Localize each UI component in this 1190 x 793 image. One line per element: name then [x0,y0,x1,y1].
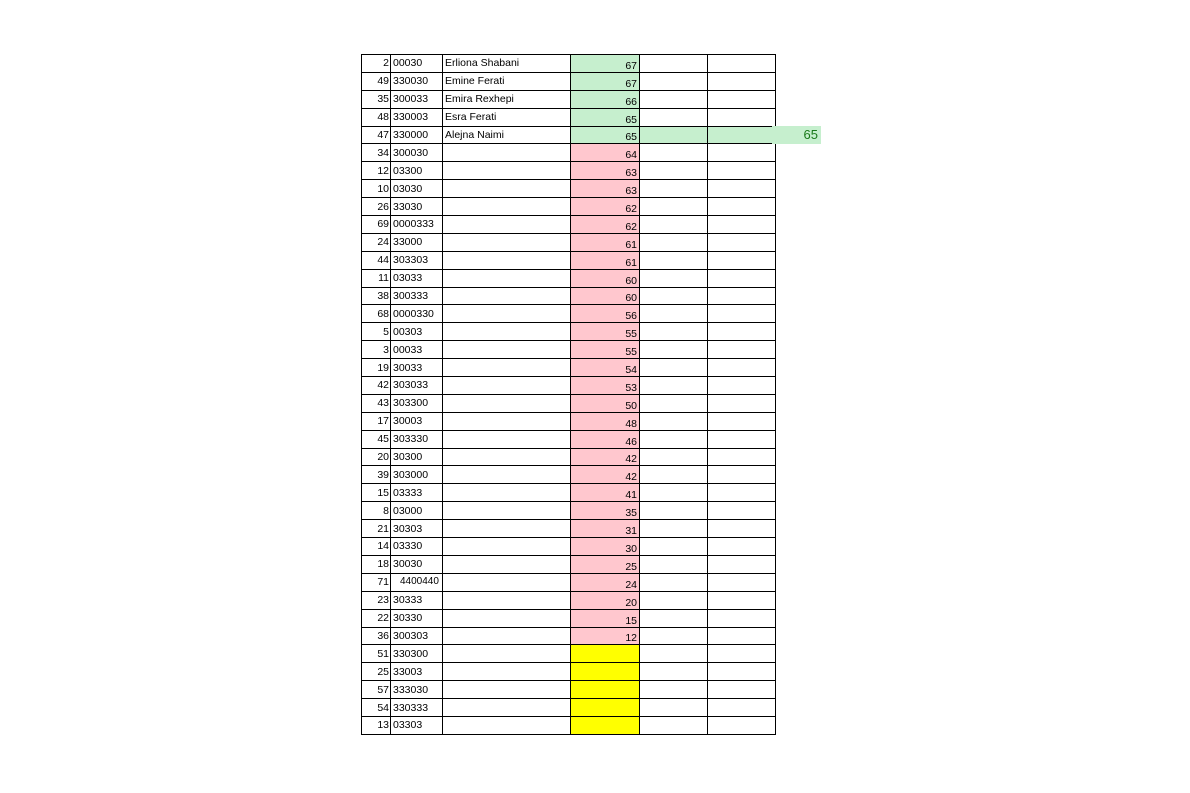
code-cell[interactable]: 300030 [391,144,443,162]
score-cell[interactable]: 62 [571,198,640,216]
code-cell[interactable]: 330000 [391,126,443,144]
code-cell[interactable]: 303033 [391,377,443,395]
row-number-cell[interactable]: 43 [362,394,391,412]
empty-cell[interactable] [640,359,708,377]
code-cell[interactable]: 03303 [391,716,443,734]
empty-cell[interactable] [708,341,776,359]
score-cell[interactable]: 65 [571,126,640,144]
empty-cell[interactable] [640,341,708,359]
empty-cell[interactable] [640,716,708,734]
table-row [362,520,776,538]
name-cell[interactable]: Esra Ferati [443,108,571,126]
empty-cell[interactable] [640,180,708,198]
row-number-cell[interactable]: 45 [362,430,391,448]
code-cell[interactable]: 00033 [391,341,443,359]
score-cell[interactable]: 42 [571,466,640,484]
table-row [362,591,776,609]
score-cell[interactable]: 46 [571,430,640,448]
name-cell[interactable] [443,198,571,216]
score-cell[interactable]: 67 [571,72,640,90]
name-cell[interactable] [443,251,571,269]
code-cell[interactable]: 330030 [391,72,443,90]
empty-cell[interactable] [640,520,708,538]
empty-cell[interactable] [640,645,708,663]
empty-cell[interactable] [708,305,776,323]
code-cell[interactable]: 330333 [391,699,443,717]
empty-cell[interactable] [708,573,776,591]
code-cell[interactable]: 03030 [391,180,443,198]
row-number-cell[interactable]: 51 [362,645,391,663]
score-cell[interactable] [571,716,640,734]
name-cell[interactable] [443,627,571,645]
empty-cell[interactable] [708,412,776,430]
table-row [362,233,776,251]
row-number-cell[interactable]: 36 [362,627,391,645]
code-cell[interactable]: 300033 [391,90,443,108]
score-cell[interactable] [571,699,640,717]
name-cell[interactable] [443,359,571,377]
score-cell[interactable]: 63 [571,180,640,198]
score-cell[interactable]: 24 [571,573,640,591]
empty-cell[interactable] [708,144,776,162]
empty-cell[interactable] [640,305,708,323]
score-cell[interactable]: 60 [571,269,640,287]
name-cell[interactable] [443,502,571,520]
row-number-cell[interactable]: 22 [362,609,391,627]
name-cell[interactable] [443,645,571,663]
empty-cell[interactable] [640,699,708,717]
empty-cell[interactable] [708,466,776,484]
row-number-cell[interactable]: 68 [362,305,391,323]
table-row [362,341,776,359]
empty-cell[interactable] [708,269,776,287]
row-number-cell[interactable]: 34 [362,144,391,162]
empty-cell[interactable] [708,520,776,538]
score-cell[interactable]: 55 [571,323,640,341]
empty-cell[interactable] [640,591,708,609]
empty-cell[interactable] [708,609,776,627]
table-row [362,645,776,663]
code-cell[interactable]: 30300 [391,448,443,466]
table-row [362,108,776,126]
empty-cell[interactable] [708,323,776,341]
score-cell[interactable]: 56 [571,305,640,323]
name-cell[interactable] [443,466,571,484]
name-cell[interactable] [443,144,571,162]
code-cell[interactable]: 4400440 [391,573,443,591]
name-cell[interactable] [443,538,571,556]
table-row [362,430,776,448]
empty-cell[interactable] [640,55,708,73]
name-cell[interactable] [443,716,571,734]
empty-cell[interactable] [708,377,776,395]
row-number-cell[interactable]: 24 [362,233,391,251]
empty-cell[interactable] [708,394,776,412]
empty-cell[interactable] [708,591,776,609]
name-cell[interactable] [443,555,571,573]
empty-cell[interactable] [640,430,708,448]
row-number-cell[interactable]: 19 [362,359,391,377]
empty-cell[interactable] [640,126,708,144]
table-row [362,251,776,269]
empty-cell[interactable] [708,538,776,556]
code-cell[interactable]: 0000330 [391,305,443,323]
code-cell[interactable]: 03033 [391,269,443,287]
row-number-cell[interactable]: 39 [362,466,391,484]
table-row [362,377,776,395]
name-cell[interactable] [443,573,571,591]
code-cell[interactable]: 30030 [391,555,443,573]
spreadsheet-body [362,55,776,735]
empty-cell[interactable] [708,198,776,216]
table-row [362,681,776,699]
empty-cell[interactable] [708,448,776,466]
empty-cell[interactable] [708,90,776,108]
empty-cell[interactable] [708,430,776,448]
empty-cell[interactable] [640,555,708,573]
empty-cell[interactable] [708,251,776,269]
name-cell[interactable] [443,520,571,538]
score-cell[interactable]: 60 [571,287,640,305]
code-cell[interactable]: 0000333 [391,216,443,234]
name-cell[interactable] [443,269,571,287]
row-number-cell[interactable]: 20 [362,448,391,466]
table-row [362,555,776,573]
row-number-cell[interactable]: 42 [362,377,391,395]
empty-cell[interactable] [640,377,708,395]
code-cell[interactable]: 330003 [391,108,443,126]
score-cell[interactable]: 12 [571,627,640,645]
score-cell[interactable] [571,663,640,681]
empty-cell[interactable] [640,466,708,484]
code-cell[interactable]: 00030 [391,55,443,73]
code-cell[interactable]: 33003 [391,663,443,681]
table-row [362,699,776,717]
score-cell[interactable]: 53 [571,377,640,395]
name-cell[interactable] [443,323,571,341]
table-row [362,72,776,90]
table-row [362,412,776,430]
empty-cell[interactable] [640,251,708,269]
name-cell[interactable]: Emine Ferati [443,72,571,90]
code-cell[interactable]: 30033 [391,359,443,377]
empty-cell[interactable] [640,681,708,699]
code-cell[interactable]: 300303 [391,627,443,645]
row-number-cell[interactable]: 44 [362,251,391,269]
table-row [362,90,776,108]
table-row [362,573,776,591]
empty-cell[interactable] [640,484,708,502]
score-cell[interactable]: 65 [571,108,640,126]
name-cell[interactable] [443,699,571,717]
empty-cell[interactable] [640,216,708,234]
name-cell[interactable] [443,412,571,430]
empty-cell[interactable] [640,269,708,287]
row-number-cell[interactable]: 8 [362,502,391,520]
code-cell[interactable]: 33030 [391,198,443,216]
table-row [362,162,776,180]
name-cell[interactable] [443,180,571,198]
empty-cell[interactable] [640,448,708,466]
name-cell[interactable] [443,287,571,305]
empty-cell[interactable] [708,645,776,663]
row-number-cell[interactable]: 15 [362,484,391,502]
table-row [362,305,776,323]
name-cell[interactable] [443,394,571,412]
row-number-cell[interactable]: 5 [362,323,391,341]
empty-cell[interactable] [708,484,776,502]
empty-cell[interactable] [640,287,708,305]
empty-cell[interactable] [640,162,708,180]
empty-cell[interactable] [708,108,776,126]
code-cell[interactable]: 300333 [391,287,443,305]
empty-cell[interactable] [708,359,776,377]
code-cell[interactable]: 03333 [391,484,443,502]
score-cell[interactable]: 42 [571,448,640,466]
row-number-cell[interactable]: 49 [362,72,391,90]
table-row [362,144,776,162]
score-cell[interactable] [571,645,640,663]
table-row [362,180,776,198]
name-cell[interactable] [443,484,571,502]
score-cell[interactable]: 50 [571,394,640,412]
row-number-cell[interactable]: 23 [362,591,391,609]
empty-cell[interactable] [708,627,776,645]
empty-cell[interactable] [640,108,708,126]
score-cell[interactable]: 54 [571,359,640,377]
name-cell[interactable] [443,233,571,251]
table-row [362,359,776,377]
row-number-cell[interactable]: 57 [362,681,391,699]
name-cell[interactable] [443,162,571,180]
table-row [362,216,776,234]
name-cell[interactable]: Emira Rexhepi [443,90,571,108]
row-number-cell[interactable]: 48 [362,108,391,126]
row-number-cell[interactable]: 17 [362,412,391,430]
score-cell[interactable]: 67 [571,55,640,73]
table-row [362,716,776,734]
table-row [362,448,776,466]
spreadsheet-table [361,54,776,735]
name-cell[interactable]: Erliona Shabani [443,55,571,73]
table-row [362,609,776,627]
code-cell[interactable]: 03300 [391,162,443,180]
name-cell[interactable] [443,681,571,699]
code-cell[interactable]: 33000 [391,233,443,251]
code-cell[interactable]: 333030 [391,681,443,699]
code-cell[interactable]: 330300 [391,645,443,663]
row-number-cell[interactable]: 18 [362,555,391,573]
name-cell[interactable]: Alejna Naimi [443,126,571,144]
empty-cell[interactable] [708,233,776,251]
empty-cell[interactable] [708,663,776,681]
table-row [362,198,776,216]
table-row [362,394,776,412]
table-row [362,484,776,502]
empty-cell[interactable] [708,162,776,180]
empty-cell[interactable] [708,502,776,520]
table-row [362,627,776,645]
table-row [362,287,776,305]
empty-cell[interactable] [640,538,708,556]
score-cell[interactable]: 20 [571,591,640,609]
code-cell[interactable]: 30303 [391,520,443,538]
score-cell[interactable]: 63 [571,162,640,180]
empty-cell[interactable] [708,681,776,699]
empty-cell[interactable] [708,716,776,734]
code-cell[interactable]: 303330 [391,430,443,448]
code-cell[interactable]: 30333 [391,591,443,609]
score-cell[interactable] [571,681,640,699]
empty-cell[interactable] [708,55,776,73]
row-number-cell[interactable]: 11 [362,269,391,287]
table-row [362,55,776,73]
row-number-cell[interactable]: 14 [362,538,391,556]
row-number-cell[interactable]: 13 [362,716,391,734]
empty-cell[interactable] [640,573,708,591]
score-cell[interactable]: 25 [571,555,640,573]
empty-cell[interactable] [708,180,776,198]
table-row [362,466,776,484]
code-cell[interactable]: 30330 [391,609,443,627]
score-cell[interactable]: 48 [571,412,640,430]
code-cell[interactable]: 303000 [391,466,443,484]
empty-cell[interactable] [640,394,708,412]
empty-cell[interactable] [640,90,708,108]
row-number-cell[interactable]: 71 [362,573,391,591]
row-number-cell[interactable]: 35 [362,90,391,108]
highlighted-side-value[interactable]: 65 [772,126,821,144]
empty-cell[interactable] [708,287,776,305]
row-number-cell[interactable]: 3 [362,341,391,359]
row-number-cell[interactable]: 69 [362,216,391,234]
empty-cell[interactable] [640,144,708,162]
empty-cell[interactable] [640,663,708,681]
name-cell[interactable] [443,591,571,609]
name-cell[interactable] [443,216,571,234]
code-cell[interactable]: 03000 [391,502,443,520]
score-cell[interactable]: 61 [571,251,640,269]
score-cell[interactable]: 64 [571,144,640,162]
name-cell[interactable] [443,609,571,627]
name-cell[interactable] [443,341,571,359]
empty-cell[interactable] [708,72,776,90]
row-number-cell[interactable]: 38 [362,287,391,305]
table-row [362,126,776,144]
empty-cell[interactable] [640,609,708,627]
name-cell[interactable] [443,663,571,681]
score-cell[interactable]: 15 [571,609,640,627]
name-cell[interactable] [443,430,571,448]
row-number-cell[interactable]: 12 [362,162,391,180]
empty-cell[interactable] [708,699,776,717]
empty-cell[interactable] [640,233,708,251]
table-row [362,323,776,341]
code-cell[interactable]: 30003 [391,412,443,430]
empty-cell[interactable] [640,323,708,341]
score-cell[interactable]: 31 [571,520,640,538]
score-cell[interactable]: 61 [571,233,640,251]
code-cell[interactable]: 303300 [391,394,443,412]
code-cell[interactable]: 303303 [391,251,443,269]
empty-cell[interactable] [640,198,708,216]
empty-cell[interactable] [708,216,776,234]
score-cell[interactable]: 66 [571,90,640,108]
row-number-cell[interactable]: 54 [362,699,391,717]
empty-cell[interactable] [708,555,776,573]
row-number-cell[interactable]: 2 [362,55,391,73]
name-cell[interactable] [443,377,571,395]
name-cell[interactable] [443,448,571,466]
code-cell[interactable]: 00303 [391,323,443,341]
row-number-cell[interactable]: 25 [362,663,391,681]
table-row [362,269,776,287]
row-number-cell[interactable]: 47 [362,126,391,144]
table-row [362,538,776,556]
empty-cell[interactable] [640,72,708,90]
empty-cell[interactable] [708,126,776,144]
score-cell[interactable]: 62 [571,216,640,234]
score-cell[interactable]: 30 [571,538,640,556]
row-number-cell[interactable]: 21 [362,520,391,538]
table-row [362,663,776,681]
code-cell[interactable]: 03330 [391,538,443,556]
score-cell[interactable]: 41 [571,484,640,502]
empty-cell[interactable] [640,412,708,430]
table-row [362,502,776,520]
score-cell[interactable]: 55 [571,341,640,359]
empty-cell[interactable] [640,627,708,645]
name-cell[interactable] [443,305,571,323]
row-number-cell[interactable]: 26 [362,198,391,216]
score-cell[interactable]: 35 [571,502,640,520]
row-number-cell[interactable]: 10 [362,180,391,198]
empty-cell[interactable] [640,502,708,520]
